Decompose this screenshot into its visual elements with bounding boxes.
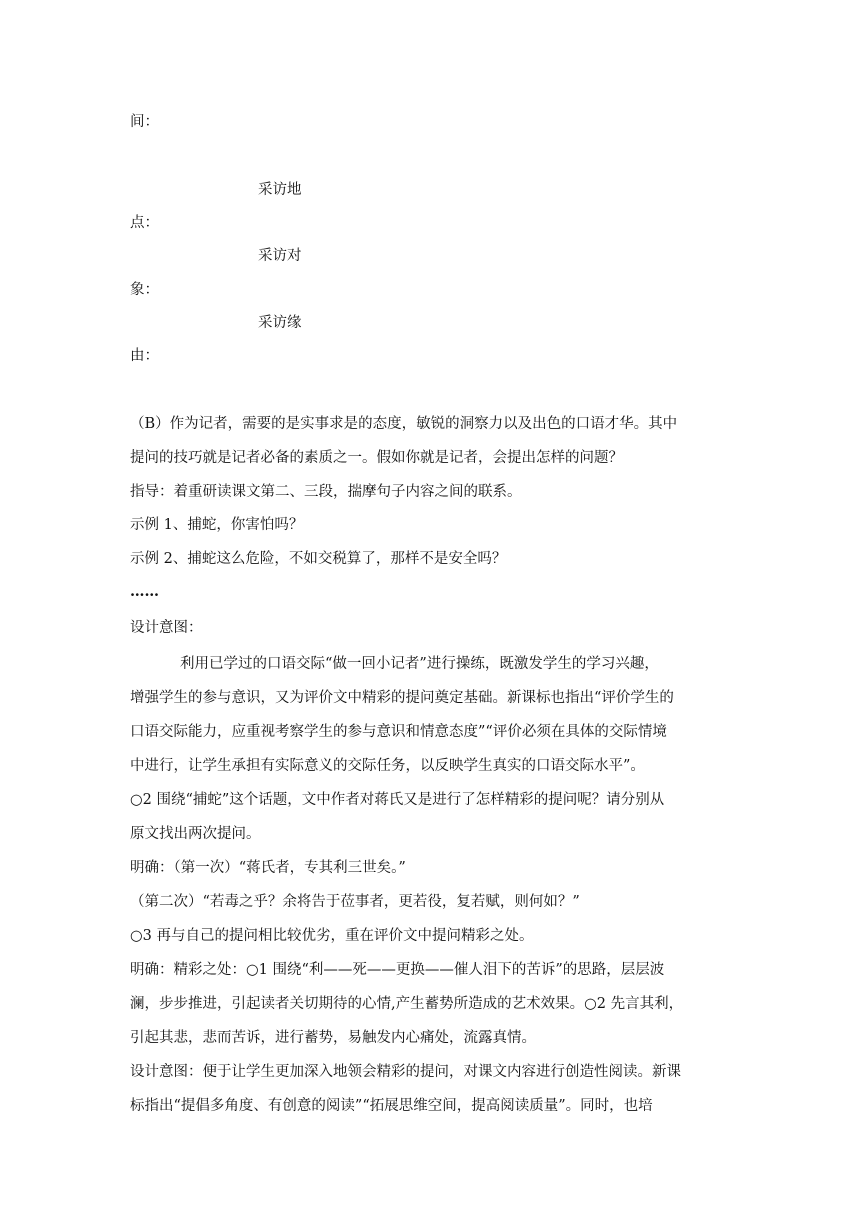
question-3: ○3 再与自己的提问相比较优劣，重在评价文中提问精彩之处。 [130, 928, 534, 944]
design-intent-line-4: 中进行，让学生承担有实际意义的交际任务，以反映学生真实的口语交际水平”。 [130, 758, 645, 774]
section-b-line-2: 提问的技巧就是记者必备的素质之一。假如你就是记者，会提出怎样的问题？ [130, 450, 623, 466]
section-b-line-1: （B）作为记者，需要的是实事求是的态度，敏锐的洞察力以及出色的口语才华。其中 [130, 416, 678, 432]
form-field-location-tail: 点： [130, 215, 159, 231]
ellipsis: …… [130, 583, 159, 600]
guidance-text: 指导：着重研读课文第二、三段，揣摩句子内容之间的联系。 [130, 484, 522, 500]
form-field-location-head: 采访地 [258, 182, 302, 198]
design-intent-line-1: 利用已学过的口语交际“做一回小记者”进行操练，既激发学生的学习兴趣， [180, 656, 659, 672]
design-intent-2-line-2: 标指出“提倡多角度、有创意的阅读”“拓展思维空间，提高阅读质量”。同时，也培 [130, 1098, 653, 1114]
design-intent-line-3: 口语交际能力，应重视考察学生的参与意识和情意态度”“评价必须在具体的交际情境 [130, 724, 667, 740]
answer-2-line-1: 明确：（第一次）“蒋氏者，专其利三世矣。” [130, 860, 406, 876]
answer-3-line-2: 澜，步步推进，引起读者关切期待的心情,产生蓄势所造成的艺术效果。○2 先言其利， [130, 996, 684, 1012]
example-1: 示例 1、捕蛇，你害怕吗？ [130, 517, 304, 533]
answer-2-line-2: （第二次）“若毒之乎？余将告于莅事者，更若役，复若赋，则何如？” [130, 894, 580, 910]
answer-3-line-3: 引起其悲，悲而苦诉，进行蓄势，易触发内心痛处，流露真情。 [130, 1030, 536, 1046]
form-field-subject-head: 采访对 [258, 248, 302, 264]
form-field-time-label: 间： [130, 114, 159, 130]
question-2-line-1: ○2 围绕“捕蛇”这个话题，文中作者对蒋氏又是进行了怎样精彩的提问呢？请分别从 [130, 792, 665, 808]
example-2: 示例 2、捕蛇这么危险，不如交税算了，那样不是安全吗？ [130, 551, 507, 567]
design-intent-heading: 设计意图： [130, 620, 203, 636]
form-field-subject-tail: 象： [130, 282, 159, 298]
question-2-line-2: 原文找出两次提问。 [130, 826, 261, 842]
form-field-reason-head: 采访缘 [258, 315, 302, 331]
answer-3-line-1: 明确：精彩之处：○1 围绕“利——死——更换——催人泪下的苦诉”的思路，层层波 [130, 962, 665, 978]
form-field-reason-tail: 由： [130, 348, 159, 364]
design-intent-2-line-1: 设计意图：便于让学生更加深入地领会精彩的提问，对课文内容进行创造性阅读。新课 [130, 1064, 681, 1080]
design-intent-line-2: 增强学生的参与意识，又为评价文中精彩的提问奠定基础。新课标也指出“评价学生的 [130, 690, 674, 706]
